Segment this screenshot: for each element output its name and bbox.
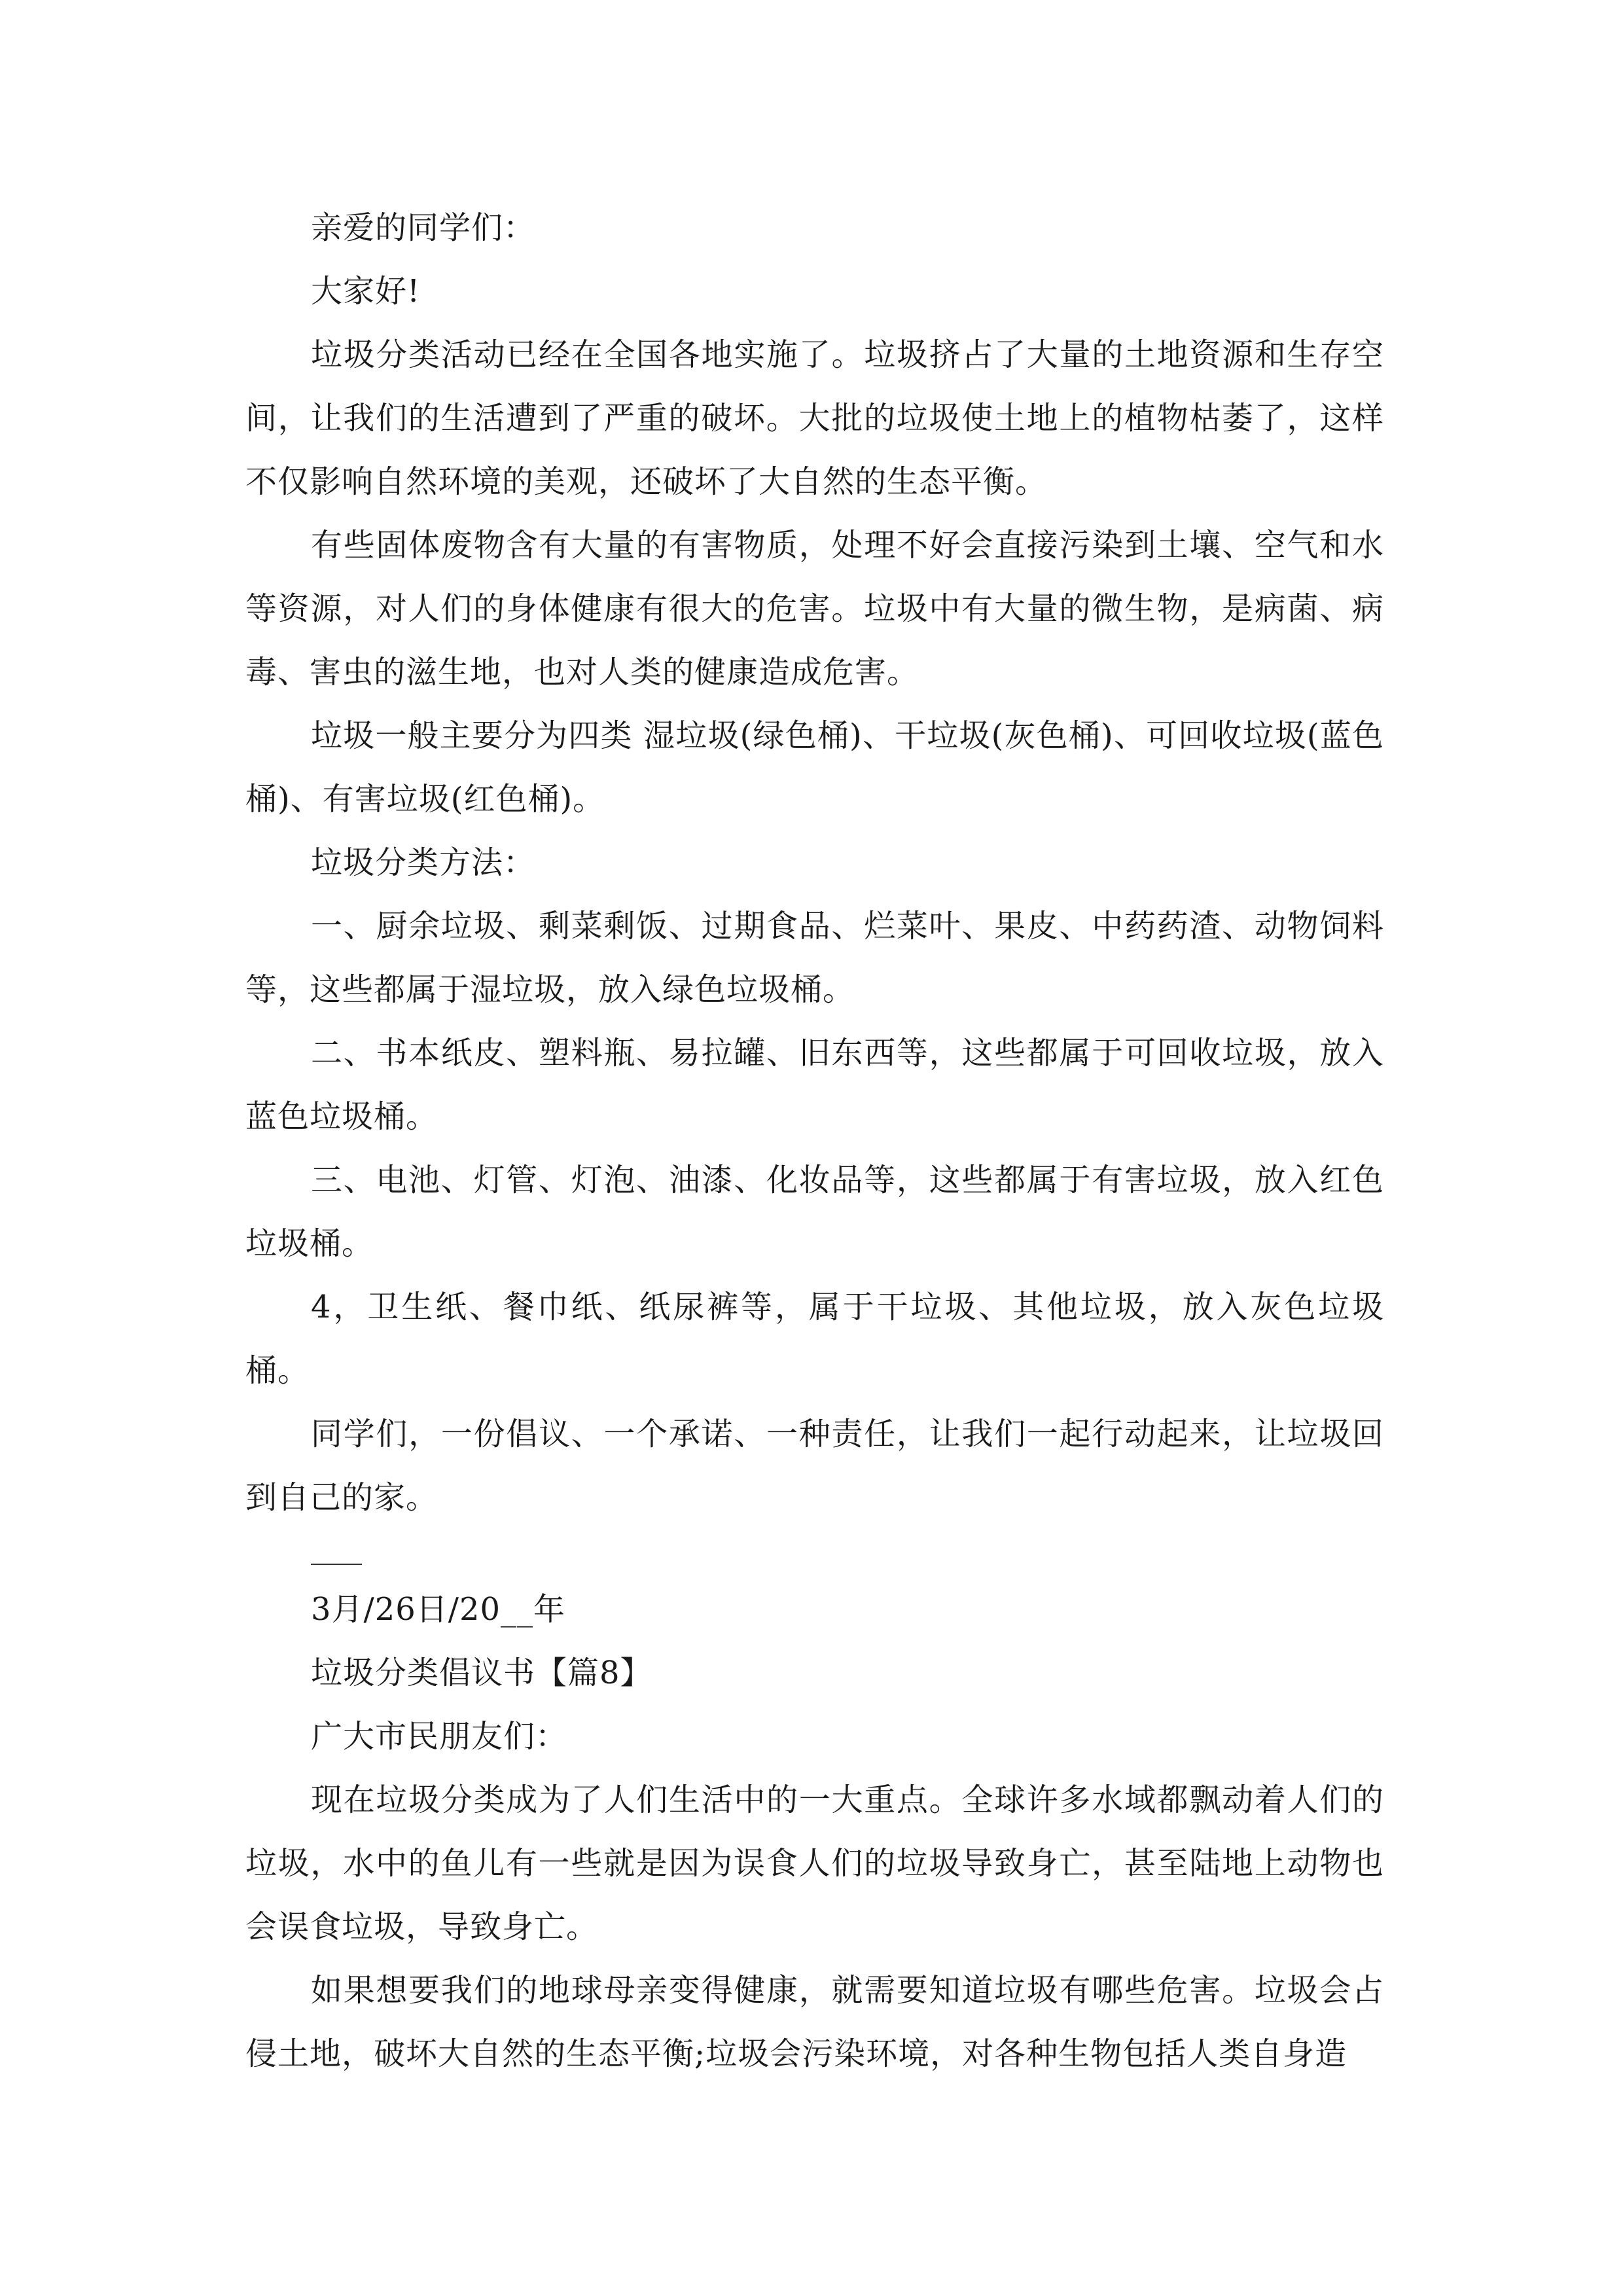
body-paragraph: 垃圾分类活动已经在全国各地实施了。垃圾挤占了大量的土地资源和生存空间，让我们的生活遭到了严重的破坏。大批的垃圾使土地上的植物枯萎了，这样不仅影响自然环境的美观，还破坏了大自然的生态平衡。 <box>245 336 1384 500</box>
section-title: 垃圾分类倡议书【篇8】 <box>311 1655 652 1691</box>
body-paragraph: 垃圾一般主要分为四类 湿垃圾(绿色桶)、干垃圾(灰色桶)、可回收垃圾(蓝色桶)、有害垃圾(红色桶)。 <box>245 717 1384 817</box>
closing-paragraph: 同学们，一份倡议、一个承诺、一种责任，让我们一起行动起来，让垃圾回到自己的家。 <box>245 1416 1384 1516</box>
date-line: 3月/26日/20__年 <box>311 1591 566 1628</box>
salutation: 亲爱的同学们： <box>311 209 536 246</box>
body-paragraph: 有些固体废物含有大量的有害物质，处理不好会直接污染到土壤、空气和水等资源，对人们的身体健康有很大的危害。垃圾中有大量的微生物，是病菌、病毒、害虫的滋生地，也对人类的健康造成危害。 <box>245 527 1384 691</box>
list-item: 三、电池、灯管、灯泡、油漆、化妆品等，这些都属于有害垃圾，放入红色垃圾桶。 <box>245 1162 1384 1262</box>
list-item: 4，卫生纸、餐巾纸、纸尿裤等，属于干垃圾、其他垃圾，放入灰色垃圾桶。 <box>245 1289 1384 1389</box>
section-heading: 垃圾分类方法： <box>311 844 536 881</box>
greeting: 大家好! <box>311 273 421 310</box>
salutation: 广大市民朋友们： <box>311 1718 568 1755</box>
signature-line <box>311 1564 362 1565</box>
list-item: 二、书本纸皮、塑料瓶、易拉罐、旧东西等，这些都属于可回收垃圾，放入蓝色垃圾桶。 <box>245 1035 1384 1135</box>
body-paragraph: 如果想要我们的地球母亲变得健康，就需要知道垃圾有哪些危害。垃圾会占侵土地，破坏大自然的生态平衡;垃圾会污染环境，对各种生物包括人类自身造 <box>245 1972 1384 2072</box>
body-paragraph: 现在垃圾分类成为了人们生活中的一大重点。全球许多水域都飘动着人们的垃圾，水中的鱼儿有一些就是因为误食人们的垃圾导致身亡，甚至陆地上动物也会误食垃圾，导致身亡。 <box>245 1782 1384 1945</box>
list-item: 一、厨余垃圾、剩菜剩饭、过期食品、烂菜叶、果皮、中药药渣、动物饲料等，这些都属于湿垃圾，放入绿色垃圾桶。 <box>245 908 1384 1008</box>
document-body <box>245 196 1384 2086</box>
